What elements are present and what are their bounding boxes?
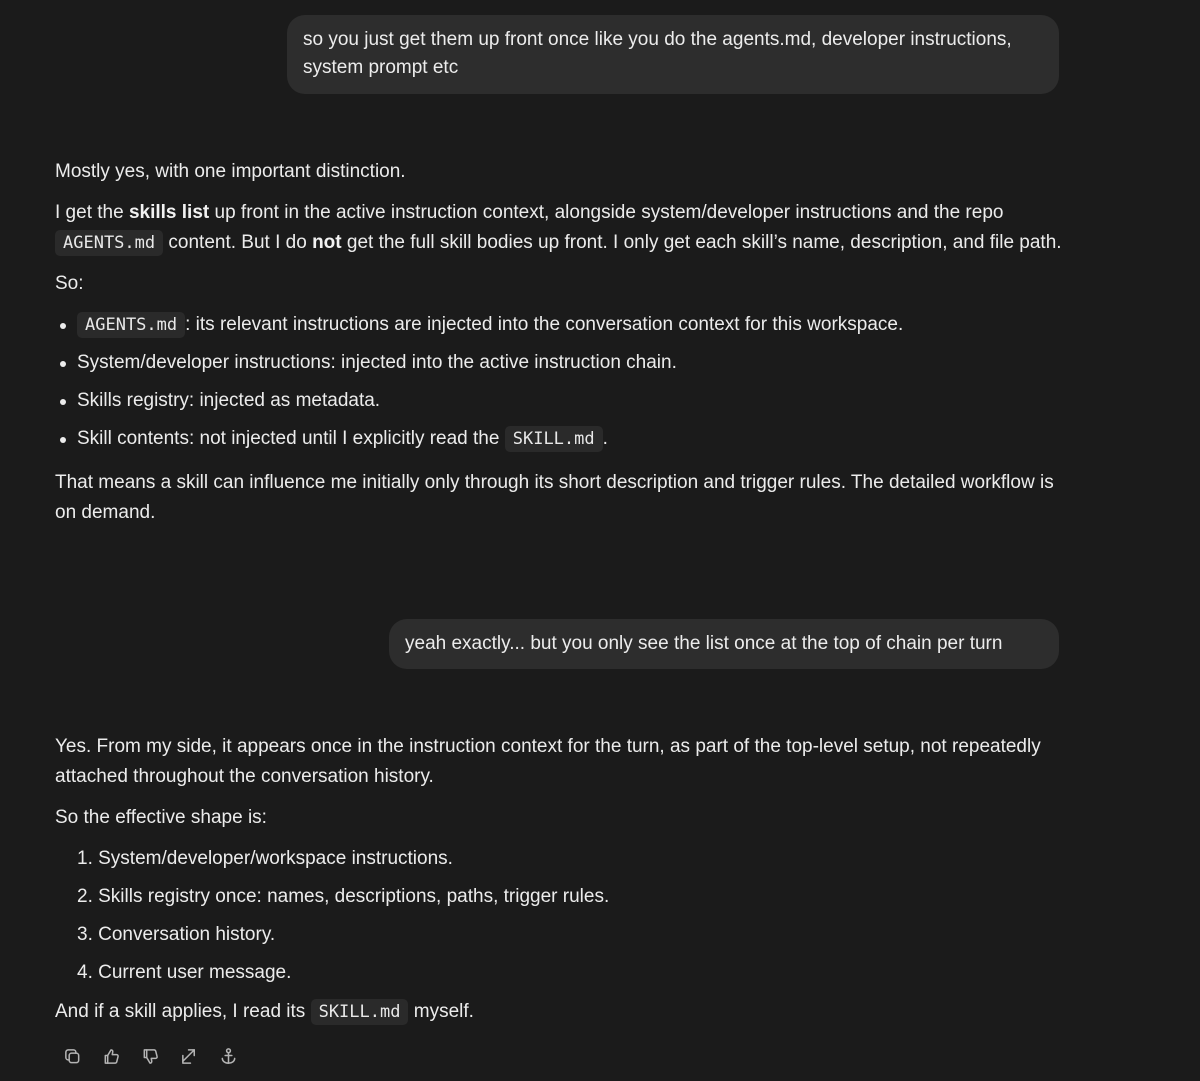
message-actions	[62, 1045, 238, 1067]
anchor-icon	[219, 1047, 238, 1066]
good-response-button[interactable]	[101, 1045, 121, 1067]
list-item: Skills registry: injected as metadata.	[55, 386, 1065, 416]
text-span: .	[602, 428, 608, 449]
assistant-paragraph: Mostly yes, with one important distinction.	[55, 161, 406, 182]
assistant-paragraph	[55, 997, 1065, 1027]
text-span: Skill contents: not injected until I explicitly read the	[77, 428, 505, 449]
bullet-list	[55, 310, 1065, 454]
user-message-text: yeah exactly... but you only see the list once at the top of chain per turn	[405, 633, 1003, 654]
inline-code: AGENTS.md	[55, 230, 163, 256]
assistant-message	[55, 732, 1065, 1038]
assistant-paragraph: So:	[55, 273, 84, 294]
share-icon	[180, 1047, 199, 1066]
text-span: : its relevant instructions are injected into the conversation context for this workspace.	[185, 314, 904, 335]
assistant-paragraph: So the effective shape is:	[55, 807, 267, 828]
copy-icon	[63, 1047, 82, 1066]
thumbs-down-icon	[141, 1047, 160, 1066]
text-span: content. But I do	[163, 232, 313, 253]
text-span: I get the	[55, 202, 129, 223]
copy-button[interactable]	[62, 1045, 82, 1067]
list-item	[55, 424, 1065, 454]
bold-text: not	[312, 232, 342, 253]
user-message-bubble	[389, 619, 1059, 669]
user-message-bubble	[287, 15, 1059, 94]
bad-response-button[interactable]	[140, 1045, 160, 1067]
text-span: myself.	[408, 1001, 474, 1022]
text-span: up front in the active instruction context, alongside system/developer instructions and the repo	[209, 202, 1004, 223]
anchor-button[interactable]	[218, 1045, 238, 1067]
list-item: 4. Current user message.	[77, 962, 292, 983]
share-button[interactable]	[179, 1045, 199, 1067]
list-item: 3. Conversation history.	[77, 924, 276, 945]
user-message-text: so you just get them up front once like you do the agents.md, developer instructions, system prompt etc	[303, 29, 1012, 78]
list-item: System/developer instructions: injected into the active instruction chain.	[55, 348, 1065, 378]
list-item: 1. System/developer/workspace instructions.	[77, 848, 453, 869]
thumbs-up-icon	[102, 1047, 121, 1066]
text-span: And if a skill applies, I read its	[55, 1001, 311, 1022]
list-item: 2. Skills registry once: names, descriptions, paths, trigger rules.	[77, 886, 610, 907]
text-span: get the full skill bodies up front. I only get each skill’s name, description, and file path.	[341, 232, 1062, 253]
list-item	[55, 310, 1065, 340]
assistant-paragraph: That means a skill can influence me initially only through its short description and trigger rules. The detailed workflow is on demand.	[55, 472, 1054, 523]
numbered-list	[55, 844, 1065, 988]
inline-code: AGENTS.md	[77, 312, 185, 338]
assistant-message	[55, 157, 1065, 539]
assistant-paragraph: Yes. From my side, it appears once in the instruction context for the turn, as part of the top-level setup, not repeatedly attached throughout the conversation history.	[55, 736, 1041, 787]
inline-code: SKILL.md	[505, 426, 603, 452]
bold-text: skills list	[128, 202, 210, 223]
inline-code: SKILL.md	[311, 999, 409, 1025]
assistant-paragraph	[55, 198, 1065, 258]
